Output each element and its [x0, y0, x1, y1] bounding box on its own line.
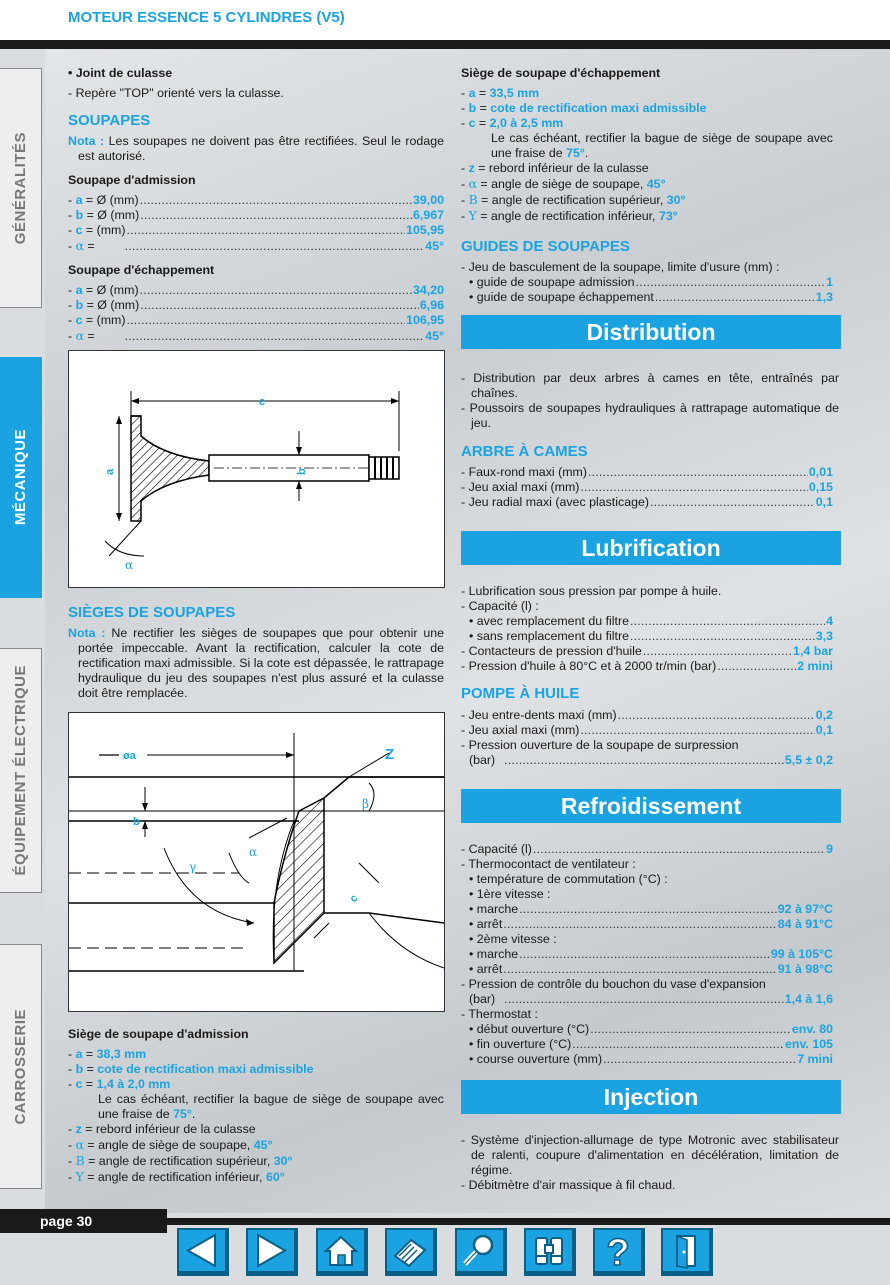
ref-row: • arrêt ..... 91 à 98°C — [461, 962, 833, 977]
page-title: MOTEUR ESSENCE 5 CYLINDRES (V5) — [68, 9, 345, 26]
siege-adm-alpha: - α = angle de siège de soupape, 45° — [68, 1137, 273, 1152]
pompe-row: (bar) ..... 5,5 ± 0,2 — [461, 753, 833, 768]
ref-row: - Capacité (l) ..... 9 — [461, 842, 833, 857]
tab-equipement-electrique-label: ÉQUIPEMENT ÉLECTRIQUE — [12, 665, 29, 876]
binoculars-button[interactable] — [524, 1228, 576, 1276]
siege-ech-z: - z = rebord inférieur de la culasse — [461, 161, 649, 175]
page-number: page 30 — [0, 1209, 167, 1233]
right-column-top — [461, 66, 833, 305]
print-button[interactable] — [385, 1228, 437, 1276]
guides-row: • guide de soupape échappement ..... 1,3 — [461, 290, 833, 305]
dim-b-label: b — [133, 816, 140, 828]
exit-door-icon — [663, 1230, 709, 1271]
tab-mecanique-label: MÉCANIQUE — [12, 429, 29, 526]
siege-ech-a: - a = 33,5 mm — [461, 86, 540, 100]
admission-row: - a = Ø (mm) ..... 39,00 — [68, 193, 444, 208]
valve-seat-diagram — [68, 712, 445, 1012]
ref-temp: • température de commutation (°C) : — [469, 872, 668, 886]
note-text: Les soupapes ne doivent pas être rectifiées. Seul le rodage est autorisé. — [78, 134, 444, 163]
siege-adm-z: - z = rebord inférieur de la culasse — [68, 1122, 256, 1136]
tab-carrosserie-label: CARROSSERIE — [12, 1008, 29, 1125]
lub-row: - Contacteurs de pression d'huile ..... 1,4 bar — [461, 644, 833, 659]
soupapes-heading: SOUPAPES — [68, 112, 151, 129]
arbre-heading: ARBRE À CAMES — [461, 443, 588, 460]
lubrification-banner: Lubrification — [461, 531, 841, 565]
siege-ech-c-note: Le cas échéant, rectifier la bague de siège de soupape avec une fraise de 75°. — [491, 131, 833, 160]
left-column-bottom — [68, 1027, 444, 1185]
admission-title: Soupape d'admission — [68, 173, 196, 187]
joint-item: - Repère "TOP" orienté vers la culasse. — [68, 86, 284, 100]
help-button[interactable] — [593, 1228, 645, 1276]
tab-equipement-electrique[interactable] — [0, 648, 42, 893]
search-icon — [457, 1230, 503, 1271]
next-button[interactable] — [246, 1228, 298, 1276]
ref-row: • fin ouverture (°C) ..... env. 105 — [461, 1037, 833, 1052]
echappement-row: - c = (mm) ..... 106,95 — [68, 313, 444, 328]
alpha-label: α — [249, 845, 258, 859]
ref-v1: • 1ère vitesse : — [469, 887, 551, 901]
siege-adm-a: - a = 38,3 mm — [68, 1047, 147, 1061]
dim-c-label: c — [259, 396, 266, 408]
siege-adm-gamma: - Y = angle de rectification inférieur, 60° — [68, 1169, 285, 1184]
footer-rule — [167, 1218, 890, 1225]
guides-row: • guide de soupape admission ..... 1 — [461, 275, 833, 290]
dim-b-label: b — [296, 468, 308, 475]
ref-row: • course ouverture (mm) ..... 7 mini — [461, 1052, 833, 1067]
ref-v2: • 2ème vitesse : — [469, 932, 557, 946]
alpha-label: α — [125, 558, 134, 572]
siege-adm-beta: - B = angle de rectification supérieur, 30° — [68, 1153, 293, 1168]
admission-list — [68, 193, 444, 254]
dim-c-label: c — [347, 892, 361, 906]
ref-row: • début ouverture (°C) ..... env. 80 — [461, 1022, 833, 1037]
search-button[interactable] — [455, 1228, 507, 1276]
lub-capacite: - Capacité (l) : — [461, 599, 539, 613]
valve-diagram — [68, 350, 445, 588]
note-label: Nota : — [68, 626, 106, 640]
echappement-row: - α = ..... 45° — [68, 328, 444, 344]
guides-heading: GUIDES DE SOUPAPES — [461, 238, 630, 255]
pompe-row: - Jeu axial maxi (mm) ..... 0,1 — [461, 723, 833, 738]
admission-row: - b = Ø (mm) ..... 6,967 — [68, 208, 444, 223]
lub-row: • sans remplacement du filtre ..... 3,3 — [461, 629, 833, 644]
note-label: Nota : — [68, 134, 105, 148]
lub-item: - Lubrification sous pression par pompe à huile. — [461, 584, 722, 598]
pompe-list — [461, 708, 833, 768]
pompe-heading: POMPE À HUILE — [461, 685, 580, 702]
valve-seat-drawing — [69, 713, 444, 1011]
ref-row: • marche ..... 99 à 105°C — [461, 947, 833, 962]
dim-a-label: a — [104, 468, 116, 475]
siege-ech-c: - c = 2,0 à 2,5 mm — [461, 116, 564, 130]
ref-thermostat: - Thermostat : — [461, 1007, 538, 1021]
siege-ech-b: - b = cote de rectification maxi admissible — [461, 101, 707, 115]
refroidissement-section — [461, 842, 833, 1067]
beta-label: β — [362, 797, 369, 811]
previous-arrow-icon — [179, 1230, 225, 1271]
pompe-pression: - Pression ouverture de la soupape de surpression — [461, 738, 739, 752]
injection-section — [461, 1133, 839, 1193]
distribution-item: - Distribution par deux arbres à cames en tête, entraînés par chaînes. — [461, 371, 839, 400]
distribution-item: - Poussoirs de soupapes hydrauliques à rattrapage automatique de jeu. — [461, 401, 839, 430]
siege-adm-c: - c = 1,4 à 2,0 mm — [68, 1077, 171, 1091]
admission-row: - α = ..... 45° — [68, 238, 444, 254]
echappement-title: Soupape d'échappement — [68, 263, 215, 277]
sieges-heading: SIÈGES DE SOUPAPES — [68, 604, 236, 621]
siege-ech-alpha: - α = angle de siège de soupape, 45° — [461, 176, 666, 191]
tab-generalites[interactable] — [0, 68, 42, 308]
lub-row: • avec remplacement du filtre ..... 4 — [461, 614, 833, 629]
siege-adm-b: - b = cote de rectification maxi admissible — [68, 1062, 314, 1076]
arbre-row: - Jeu axial maxi (mm) ..... 0,15 — [461, 480, 833, 495]
lubrification-section — [461, 584, 833, 768]
echappement-row: - b = Ø (mm) ..... 6,96 — [68, 298, 444, 313]
help-icon — [595, 1230, 641, 1271]
siege-admission-title: Siège de soupape d'admission — [68, 1027, 249, 1041]
sieges-note — [68, 626, 444, 701]
arbre-row: - Jeu radial maxi (avec plasticage) ..... 0,1 — [461, 495, 833, 510]
ref-row: • marche ..... 92 à 97°C — [461, 902, 833, 917]
lub-row: - Pression d'huile à 80°C et à 2000 tr/min (bar) ..... 2 mini — [461, 659, 833, 674]
siege-echappement-title: Siège de soupape d'échappement — [461, 66, 661, 80]
injection-item: - Système d'injection-allumage de type Motronic avec stabilisateur de ralenti, coupure d'alimentation en décélération, limitation de régime. — [461, 1133, 839, 1177]
siege-ech-beta: - B = angle de rectification supérieur, 30° — [461, 192, 686, 207]
home-icon — [318, 1230, 364, 1271]
admission-row: - c = (mm) ..... 105,95 — [68, 223, 444, 238]
note-text: Ne rectifier les sièges de soupapes que pour obtenir une portée impeccable. Avant la rectification, calculer la cote de rectification maxi admissible. Si la cote est dépassée, le rattrapage hydraulique du jeu des soupapes n'est plus assuré et la culasse doit être remplacée. — [78, 626, 444, 700]
dim-oa-label: øa — [123, 750, 136, 762]
zone-z-label: Z — [385, 746, 395, 763]
ref-thermo: - Thermocontact de ventilateur : — [461, 857, 636, 871]
distribution-banner: Distribution — [461, 315, 841, 349]
siege-adm-c-note: Le cas échéant, rectifier la bague de siège de soupape avec une fraise de 75°. — [98, 1092, 444, 1121]
ref-row: • arrêt ..... 84 à 91°C — [461, 917, 833, 932]
refroidissement-banner: Refroidissement — [461, 789, 841, 823]
binoculars-icon — [526, 1230, 572, 1271]
echappement-list — [68, 283, 444, 344]
svg-text:?: ? — [606, 1232, 630, 1271]
siege-ech-gamma: - Y = angle de rectification inférieur, 73° — [461, 208, 678, 223]
joint-title: Joint de culasse — [75, 66, 173, 80]
exit-button[interactable] — [661, 1228, 713, 1276]
gamma-label: γ — [189, 860, 197, 874]
print-icon — [387, 1230, 433, 1271]
guides-intro: - Jeu de basculement de la soupape, limite d'usure (mm) : — [461, 260, 780, 274]
ref-row: (bar) ..... 1,4 à 1,6 — [461, 992, 833, 1007]
echappement-row: - a = Ø (mm) ..... 34,20 — [68, 283, 444, 298]
arbre-list — [461, 465, 833, 510]
previous-button[interactable] — [177, 1228, 229, 1276]
tab-generalites-label: GÉNÉRALITÉS — [12, 131, 29, 245]
left-column-top: • Joint de culasse - Repère "TOP" orienté vers la culasse. SOUPAPES Nota : Les soupapes ne doivent pas être rectifiées. Seul le rodage est autorisé. Soupape d'admission - a = Ø (mm) ..... 39,00 - b = Ø (mm) ..... 6,967 - c = (mm) ..... 105,95 - α = ..... 45° Soupape d'échappement - a = Ø (mm) ..... 34,20 - b = Ø (mm) ..... 6,96 - c = (mm) ..... 106,95 - α = ..... 45° — [68, 66, 444, 344]
injection-item: - Débitmètre d'air massique à fil chaud. — [461, 1178, 676, 1192]
pompe-row: - Jeu entre-dents maxi (mm) ..... 0,2 — [461, 708, 833, 723]
ref-pression: - Pression de contrôle du bouchon du vase d'expansion — [461, 977, 766, 991]
tab-carrosserie[interactable] — [0, 944, 42, 1189]
home-button[interactable] — [316, 1228, 368, 1276]
valve-drawing — [69, 351, 444, 587]
next-arrow-icon — [248, 1230, 294, 1271]
soupapes-note — [68, 134, 444, 164]
header-rule — [0, 40, 890, 49]
injection-banner: Injection — [461, 1080, 841, 1114]
tab-mecanique[interactable] — [0, 357, 42, 598]
left-column-middle — [68, 605, 444, 701]
arbre-row: - Faux-rond maxi (mm) ..... 0,01 — [461, 465, 833, 480]
distribution-section — [461, 371, 839, 510]
